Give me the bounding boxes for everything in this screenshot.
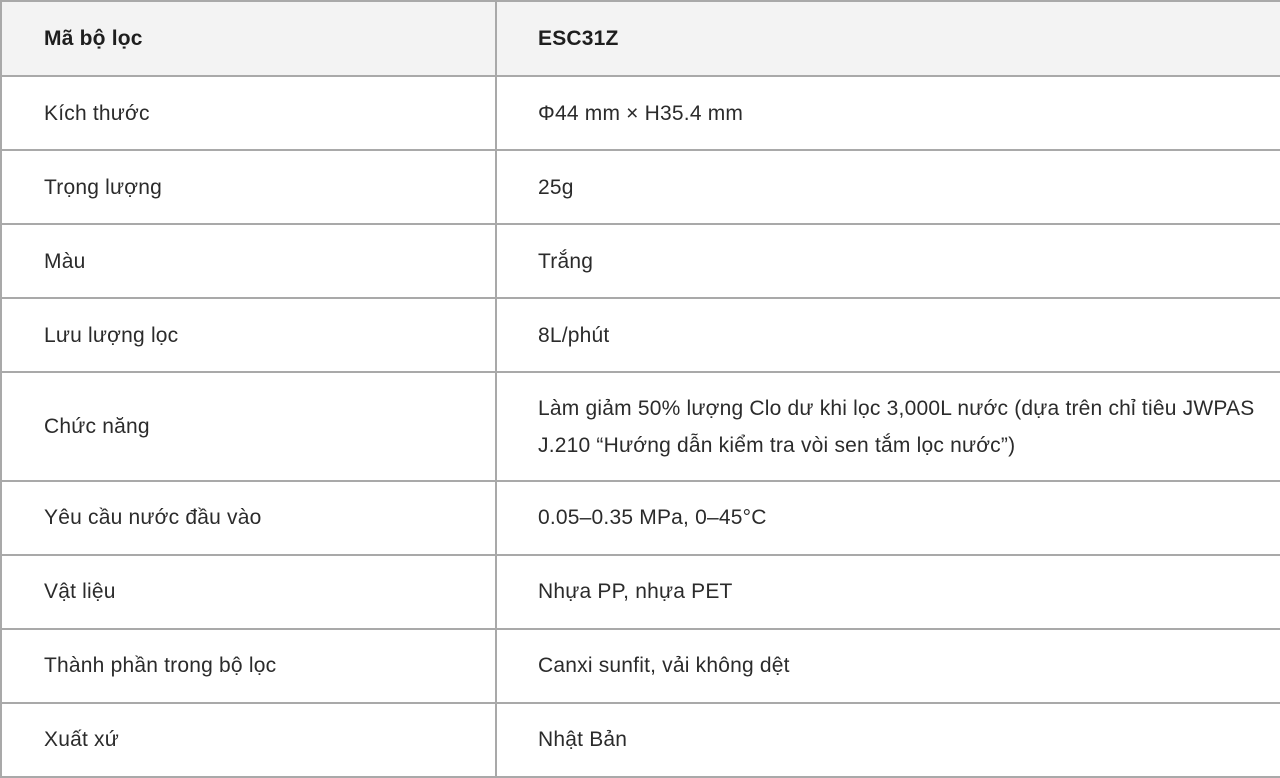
- table-row: [1, 481, 1280, 555]
- table-row: [1, 555, 1280, 629]
- row-label-flow-rate: Lưu lượng lọc: [1, 298, 496, 372]
- row-value-input-water: 0.05–0.35 MPa, 0–45°C: [496, 481, 1280, 555]
- table-row: [1, 703, 1280, 777]
- row-value-origin: Nhật Bản: [496, 703, 1280, 777]
- row-value-flow-rate: 8L/phút: [496, 298, 1280, 372]
- header-label-cell: Mã bộ lọc: [1, 1, 496, 76]
- row-label-color: Màu: [1, 224, 496, 298]
- row-label-size: Kích thước: [1, 76, 496, 150]
- table-row: [1, 629, 1280, 703]
- row-value-color: Trắng: [496, 224, 1280, 298]
- table-row: [1, 150, 1280, 224]
- row-value-weight: 25g: [496, 150, 1280, 224]
- header-value-cell: ESC31Z: [496, 1, 1280, 76]
- row-label-origin: Xuất xứ: [1, 703, 496, 777]
- row-label-components: Thành phần trong bộ lọc: [1, 629, 496, 703]
- row-label-material: Vật liệu: [1, 555, 496, 629]
- table-row: [1, 298, 1280, 372]
- table-row: [1, 372, 1280, 480]
- row-label-weight: Trọng lượng: [1, 150, 496, 224]
- table-header-row: [1, 1, 1280, 76]
- table-row: [1, 76, 1280, 150]
- table-row: [1, 224, 1280, 298]
- row-label-function: Chức năng: [1, 372, 496, 480]
- row-value-size: Φ44 mm × H35.4 mm: [496, 76, 1280, 150]
- row-value-material: Nhựa PP, nhựa PET: [496, 555, 1280, 629]
- row-label-input-water: Yêu cầu nước đầu vào: [1, 481, 496, 555]
- row-value-components: Canxi sunfit, vải không dệt: [496, 629, 1280, 703]
- row-value-function: Làm giảm 50% lượng Clo dư khi lọc 3,000L nước (dựa trên chỉ tiêu JWPAS J.210 “Hướng dẫn kiểm tra vòi sen tắm lọc nước”): [496, 372, 1280, 480]
